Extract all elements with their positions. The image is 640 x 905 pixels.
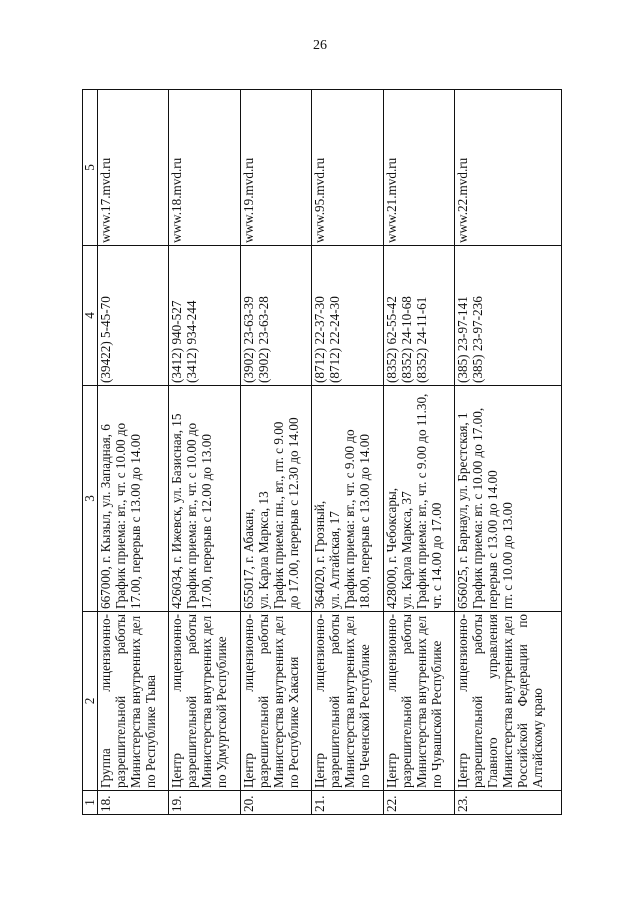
organization-name [240,612,311,791]
address-line: 655017, г. Абакан, [240,508,256,609]
address-line: 17.00, перерыв с 13.00 до 14.00 [128,434,143,609]
organization-name-word: работы [470,614,486,655]
organization-name-line [429,614,444,788]
address-line: График приема: пн., вт., пт. с 9.00 [270,421,286,609]
organization-name-word: разрешительной [255,695,271,788]
address-line: ул. Карла Маркса, 37 [398,491,414,609]
organization-name-word: работы [255,614,271,655]
organization-name-line [384,614,399,788]
organization-name-line [271,614,286,788]
phone-number: (8352) 24-10-68 [398,296,414,383]
organization-name [98,612,169,791]
organization-name-word: Министерства внутренних дел [128,615,143,788]
address-and-schedule [312,386,383,612]
address-line: 667000, г. Кызыл, ул. Западная, 6 [98,424,113,609]
address-line: График приема: вт., чт. с 9.00 до [342,429,358,609]
organization-name-word: разрешительной [113,695,128,788]
organization-name-line [214,614,229,788]
organization-name-line [515,614,530,788]
row-number: 21. [312,791,383,815]
organization-name-line [113,614,128,788]
organization-name-word: по Республике Тыва [143,674,158,788]
organization-name-word: Министерства внутренних дел [342,615,358,788]
column-header: 1 [83,791,98,815]
phone-number: (8352) 24-11-61 [413,296,429,383]
organization-name-line [500,614,515,788]
address-line: ул. Алтайская, 17 [327,511,343,609]
organization-name-line [414,614,429,788]
organization-name-word: работы [398,614,414,655]
table-row [312,90,383,815]
phone-number: (385) 23-97-236 [470,296,486,383]
organization-name-line [342,614,357,788]
organization-name-word: по Республике Хакасия [285,656,301,788]
organization-name-word: лицензионно- [240,614,256,692]
address-line: 364020, г. Грозный, [312,500,328,609]
website-link[interactable]: www.17.mvd.ru [98,90,169,246]
organization-name-word: по Удмуртской Республике [214,636,230,788]
organization-name-word: Российской [515,723,531,788]
organization-name-line [143,614,158,788]
phone-numbers [240,246,311,386]
organization-name-word: Министерства внутренних дел [413,615,429,788]
organization-name [169,612,240,791]
address-line: График приема: вт., чт. с 10.00 до [113,422,128,609]
column-header: 3 [83,386,98,612]
phone-number: (3412) 940-527 [169,300,185,383]
row-number: 18. [98,791,169,815]
organization-name [312,612,383,791]
organization-name-word: Министерства внутренних дел [199,615,215,788]
phone-number: (8352) 62-55-42 [383,296,399,383]
organization-name-line [485,614,500,788]
organization-name-word: разрешительной [398,695,414,788]
organization-name-word: Центр [455,753,471,788]
organization-name-line [470,614,485,788]
address-line: 656025, г. Барнаул, ул. Брестская, 1 [455,412,471,609]
header-row [83,90,98,815]
organization-name-word: Федерации [515,644,531,707]
organization-name-word: Центр [169,753,185,788]
address-line: чт. с 14.00 до 17.00 [428,502,444,609]
address-line: График приема: вт., чт. с 10.00 до [184,422,200,609]
table-row [383,90,454,815]
row-number: 22. [383,791,454,815]
phone-number: (3902) 23-63-39 [240,296,256,383]
organization-name-line [199,614,214,788]
website-link[interactable]: www.21.mvd.ru [383,90,454,246]
rotated-table-container [82,90,562,815]
address-line: перерыв с 13.00 до 14.00 [485,470,501,609]
phone-number: (3902) 23-63-28 [255,296,271,383]
organization-name [383,612,454,791]
address-and-schedule [98,386,169,612]
organization-name-line [286,614,301,788]
phone-numbers [455,246,562,386]
phone-number: (39422) 5-45-70 [98,296,113,383]
organization-name-word: работы [327,614,343,655]
organization-name-word: по [515,614,531,628]
organization-name-word: Алтайскому краю [530,688,546,788]
table-row [455,90,562,815]
organization-name [455,612,562,791]
organization-name-word: разрешительной [327,695,343,788]
address-and-schedule [455,386,562,612]
organization-name-line [327,614,342,788]
website-link[interactable]: www.19.mvd.ru [240,90,311,246]
organization-name-line [241,614,256,788]
column-header: 4 [83,246,98,386]
phone-number: (8712) 22-37-30 [312,296,328,383]
website-link[interactable]: www.95.mvd.ru [312,90,383,246]
organization-name-word: Группа [98,748,113,788]
phone-number: (3412) 934-244 [184,300,200,383]
address-line: пт. с 10.00 до 13.00 [500,502,516,609]
organization-name-line [357,614,372,788]
organization-name-word: работы [184,614,200,655]
address-and-schedule [169,386,240,612]
table-row [240,90,311,815]
table-body [98,90,562,815]
organization-name-line [256,614,271,788]
organization-name-line [399,614,414,788]
address-line: ул. Карла Маркса, 13 [255,491,271,609]
page-number: 26 [313,38,327,53]
organization-name-word: Центр [383,753,399,788]
organization-name-line [128,614,143,788]
organization-name-word: разрешительной [184,695,200,788]
organization-name-word: лицензионно- [169,614,185,692]
organization-name-word: Главного [485,737,501,788]
row-number: 19. [169,791,240,815]
organization-name-line [169,614,184,788]
organization-name-line [530,614,545,788]
address-line: 428000, г. Чебоксары, [383,487,399,609]
organization-name-word: управления [485,614,501,679]
organization-name-line [98,614,113,788]
organization-name-word: Министерства внутренних дел [500,615,516,788]
organization-name-word: лицензионно- [312,614,328,692]
address-line: 426034, г. Ижевск, ул. Базисная, 15 [169,413,185,609]
organization-name-word: Центр [240,753,256,788]
organization-name-word: по Чувашской Республике [428,640,444,788]
address-and-schedule [240,386,311,612]
licensing-centers-table [82,89,562,815]
organization-name-line [184,614,199,788]
phone-numbers [169,246,240,386]
website-link[interactable]: www.22.mvd.ru [455,90,562,246]
organization-name-word: Центр [312,753,328,788]
row-number: 20. [240,791,311,815]
phone-number: (385) 23-97-141 [455,296,471,383]
table-row [98,90,169,815]
row-number: 23. [455,791,562,815]
organization-name-word: работы [113,614,128,655]
address-line: График приема: вт. с 10.00 до 17.00, [470,407,486,609]
organization-name-word: лицензионно- [455,614,471,692]
phone-numbers [98,246,169,386]
organization-name-word: разрешительной [470,695,486,788]
organization-name-word: по Чеченской Республике [357,644,373,788]
address-line: 17.00, перерыв с 12.00 до 13.00 [199,434,215,609]
organization-name-word: лицензионно- [98,614,113,692]
organization-name-word: Министерства внутренних дел [270,615,286,788]
address-and-schedule [383,386,454,612]
column-header: 2 [83,612,98,791]
organization-name-line [455,614,470,788]
organization-name-line [312,614,327,788]
address-line: График приема: вт., чт. с 9.00 до 11.30, [413,393,429,609]
address-line: 18.00, перерыв с 13.00 до 14.00 [357,434,373,609]
column-header: 5 [83,90,98,246]
website-link[interactable]: www.18.mvd.ru [169,90,240,246]
phone-numbers [383,246,454,386]
phone-number: (8712) 22-24-30 [327,296,343,383]
address-line: до 17.00, перерыв с 12.30 до 14.00 [285,417,301,609]
table-row [169,90,240,815]
phone-numbers [312,246,383,386]
organization-name-word: лицензионно- [383,614,399,692]
